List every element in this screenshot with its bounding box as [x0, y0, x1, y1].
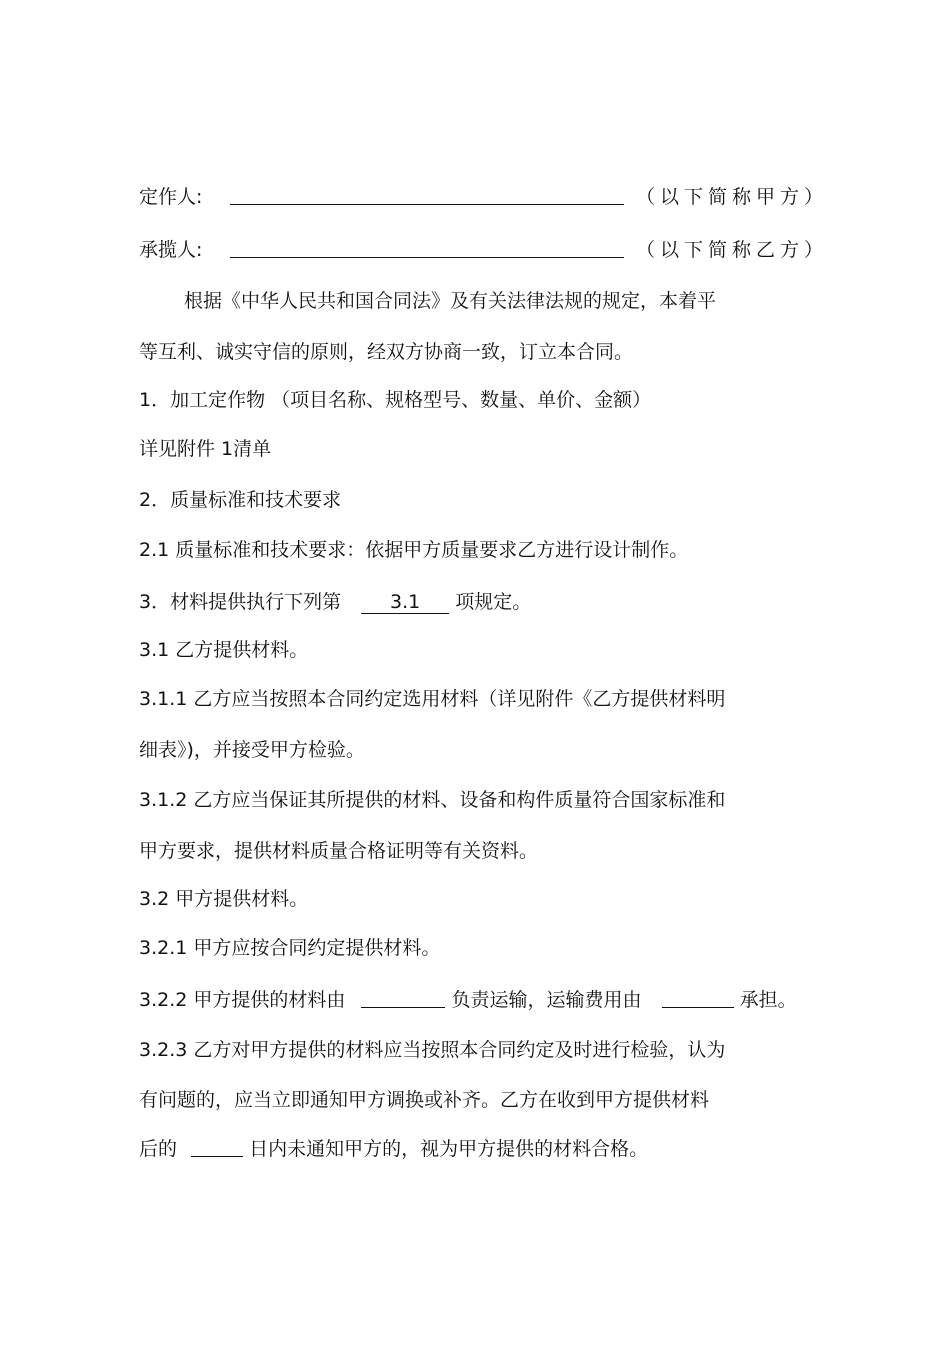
section-3-2-3-line-1: 3.2.3 乙方对甲方提供的材料应当按照本合同约定及时进行检验，认为 — [139, 1039, 726, 1061]
section-3-2-3-line-2: 有问题的，应当立即通知甲方调换或补齐。乙方在收到甲方提供材料 — [139, 1089, 710, 1111]
section-3-2-3-part-a: 后的 — [139, 1138, 178, 1160]
section-3-2-3-part-b: 日内未通知甲方的，视为甲方提供的材料合格。 — [249, 1138, 649, 1160]
days-blank — [191, 1136, 243, 1157]
section-3-1-1-line-2: 细表》)，并接受甲方检验。 — [139, 739, 365, 761]
party-b-label: 承揽人: — [139, 239, 203, 261]
section-3-1-1-line-1: 3.1.1 乙方应当按照本合同约定选用材料（详见附件《乙方提供材料明 — [139, 688, 726, 710]
section-3-2-2-part-b: 负责运输，运输费用由 — [451, 989, 642, 1011]
intro-line-1: 根据《中华人民共和国合同法》及有关法律法规的规定，本着平 — [184, 290, 717, 312]
party-b-suffix: （以下简称乙方） — [636, 239, 829, 261]
section-1-title: 1．加工定作物 （项目名称、规格型号、数量、单价、金额） — [139, 389, 652, 411]
party-a-suffix: （以下简称甲方） — [636, 186, 829, 208]
section-3-2-2-part-c: 承担。 — [739, 989, 797, 1011]
section-2-1: 2.1 质量标准和技术要求：依据甲方质量要求乙方进行设计制作。 — [139, 539, 689, 561]
party-a-label: 定作人: — [139, 186, 203, 208]
section-2-title: 2．质量标准和技术要求 — [139, 489, 342, 511]
party-b-blank — [230, 237, 624, 258]
section-3-1-2-line-2: 甲方要求，提供材料质量合格证明等有关资料。 — [139, 840, 539, 862]
section-1-detail: 详见附件 1清单 — [139, 438, 272, 460]
section-3-2-1: 3.2.1 甲方应按合同约定提供材料。 — [139, 937, 441, 959]
party-a-blank — [230, 184, 624, 205]
section-3-2-2 — [139, 987, 797, 1013]
intro-line-2: 等互利、诚实守信的原则，经双方协商一致，订立本合同。 — [139, 341, 634, 363]
party-b-row — [139, 237, 624, 263]
section-3-suffix: 项规定。 — [455, 591, 532, 613]
section-3-title — [139, 589, 531, 615]
section-3-2-3-line-3 — [139, 1136, 648, 1162]
section-3-1: 3.1 乙方提供材料。 — [139, 639, 309, 661]
party-a-row — [139, 184, 624, 210]
cost-party-blank — [662, 987, 734, 1008]
section-3-prefix: 3．材料提供执行下列第 — [139, 591, 342, 613]
section-3-2-2-part-a: 3.2.2 甲方提供的材料由 — [139, 989, 346, 1011]
section-3-2: 3.2 甲方提供材料。 — [139, 888, 309, 910]
section-3-choice: 3.1 — [361, 591, 449, 614]
section-3-1-2-line-1: 3.1.2 乙方应当保证其所提供的材料、设备和构件质量符合国家标准和 — [139, 789, 726, 811]
transport-party-blank — [361, 987, 445, 1008]
